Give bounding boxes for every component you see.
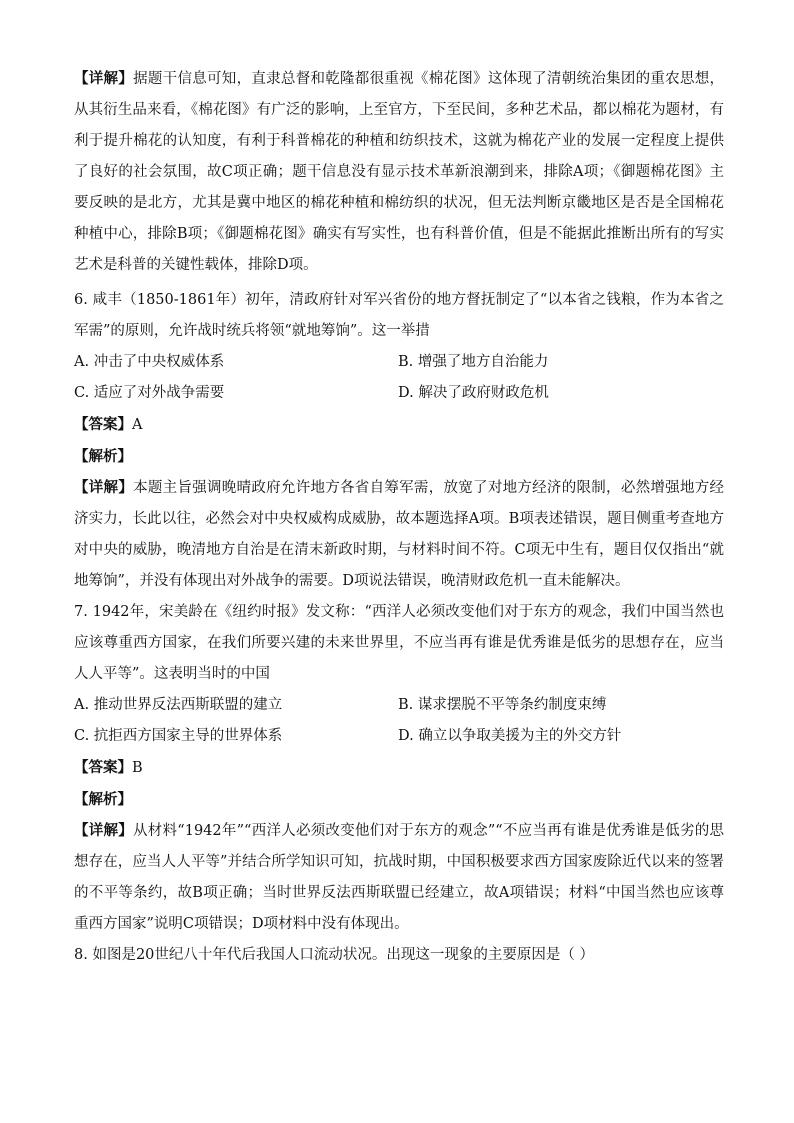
q7-answer <box>74 752 724 784</box>
q6-stem: 6. 咸丰（1850-1861年）初年，清政府针对军兴省份的地方督抚制定了“以本省之钱粮，作为本省之军需”的原则，允许战时统兵将领“就地筹饷”。这一举措 <box>74 292 724 339</box>
q6-option-a: A. 冲击了中央权威体系 <box>74 354 225 370</box>
q7-detail <box>74 815 724 940</box>
q6-analysis-tag: 【解析】 <box>74 448 132 465</box>
answer-tag: 【答案】 <box>74 416 132 433</box>
q6-detail <box>74 472 724 597</box>
q6-answer <box>74 409 724 441</box>
q7-stem: 7. 1942年，宋美龄在《纽约时报》发文称：“西洋人必须改变他们对于东方的观念，我们中国当然也应该尊重西方国家，在我们所要兴建的未来世界里，不应当再有谁是优秀谁是低劣的思想存在，应当人人平等”。这表明当时的中国 <box>74 604 724 682</box>
q7-analysis-tag: 【解析】 <box>74 791 132 808</box>
q7-options <box>74 690 724 752</box>
q6-option-c: C. 适应了对外战争需要 <box>74 385 225 401</box>
detail-tag: 【详解】 <box>74 822 134 839</box>
detail-text: 据题干信息可知，直隶总督和乾隆都很重视《棉花图》这体现了清朝统治集团的重农思想，从其衍生品来看，《棉花图》有广泛的影响，上至官方，下至民间，多种艺术品，都以棉花为题材，有利于提升棉花的认知度，有利于科普棉花的种植和纺织技术，这就为棉花产业的发展一定程度上提供了良好的社会氛围，故C项正确；题干信息没有显示技术革新浪潮到来，排除A项；《御题棉花图》主要反映的是北方，尤其是冀中地区的棉花种植和棉纺织的状况，但无法判断京畿地区是否是全国棉花种植中心，排除B项；《御题棉花图》确实有写实性，也有科普价值，但是不能据此推断出所有的写实艺术是科普的关键性载体，排除D项。 <box>74 71 725 273</box>
answer-tag: 【答案】 <box>74 759 132 776</box>
q6-option-b: B. 增强了地方自治能力 <box>398 354 549 370</box>
detail-text: 本题主旨强调晚晴政府允许地方各省自筹军需，放宽了对地方经济的限制，必然增强地方经济实力，长此以往，必然会对中央权威构成威胁，故本题选择A项。B项表述错误，题目侧重考查地方对中央的威胁，晚清地方自治是在清末新政时期，与材料时间不符。C项无中生有，题目仅仅指出“就地筹饷”，并没有体现出对外战争的需要。D项说法错误，晚清财政危机一直未能解决。 <box>74 480 725 589</box>
detail-tag: 【详解】 <box>74 479 134 496</box>
q5-detail <box>74 63 724 281</box>
q6-option-d: D. 解决了政府财政危机 <box>398 385 549 401</box>
q7-option-c: C. 抗拒西方国家主导的世界体系 <box>74 728 283 744</box>
q7-option-a: A. 推动世界反法西斯联盟的建立 <box>74 697 283 713</box>
q8-stem: 8. 如图是20世纪八十年代后我国人口流动状况。出现这一现象的主要原因是（ ） <box>74 947 595 963</box>
q7-option-b: B. 谋求摆脱不平等条约制度束缚 <box>398 697 607 713</box>
answer-value: A <box>132 417 143 433</box>
document-page <box>74 63 724 971</box>
q7-option-d: D. 确立以争取美援为主的外交方针 <box>398 728 622 744</box>
detail-text: 从材料“1942年”“西洋人必须改变他们对于东方的观念”“不应当再有谁是优秀谁是低劣的思想存在，应当人人平等”并结合所学知识可知，抗战时期，中国积极要求西方国家废除近代以来的签署的不平等条约，故B项正确；当时世界反法西斯联盟已经建立，故A项错误；材料“中国当然也应该尊重西方国家”说明C项错误；D项材料中没有体现出。 <box>74 823 724 932</box>
detail-tag: 【详解】 <box>74 70 134 87</box>
answer-value: B <box>132 760 143 776</box>
q6-options <box>74 347 724 409</box>
